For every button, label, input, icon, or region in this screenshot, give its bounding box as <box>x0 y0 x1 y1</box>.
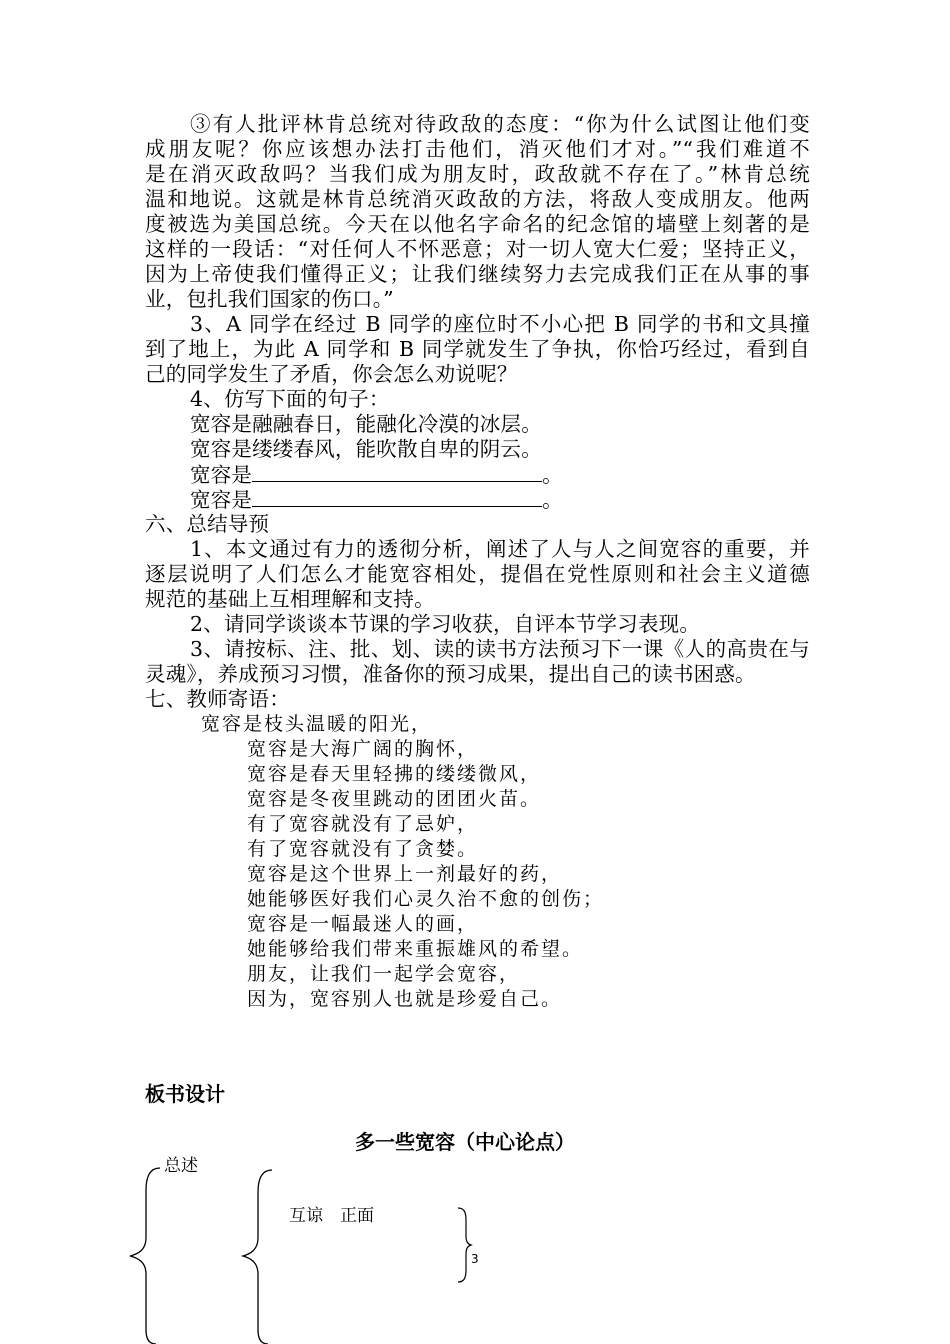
board-title: 板书设计 <box>145 1082 225 1106</box>
poem-line: 朋友，让我们一起学会宽容， <box>247 963 521 985</box>
text-line: 到了地上，为此 A 同学和 B 同学就发生了争执，你恰巧经过，看到自 <box>145 337 810 361</box>
question-title: 4、仿写下面的句子： <box>190 387 390 411</box>
section-title: 七、教师寄语： <box>145 687 290 711</box>
poem-line: 有了宽容就没有了贪婪。 <box>247 838 479 860</box>
text-line: 3、请按标、注、批、划、读的读书方法预习下一课《人的高贵在与 <box>190 637 810 661</box>
period: 。 <box>542 488 563 512</box>
board-center-title: 多一些宽容（中心论点） <box>355 1130 575 1154</box>
poem-line: 宽容是冬夜里跳动的团团火苗。 <box>247 788 542 810</box>
text-line: 温和地说。这就是林肯总统消灭政敌的方法，将敌人变成朋友。他两 <box>145 187 810 211</box>
example-sentence: 宽容是缕缕春风，能吹散自卑的阴云。 <box>190 437 542 461</box>
poem-line: 宽容是大海广阔的胸怀， <box>247 738 479 760</box>
right-brace <box>458 1208 471 1282</box>
blank-prefix: 宽容是 <box>190 488 253 512</box>
text-line: 度被选为美国总统。今天在以他名字命名的纪念馆的墙壁上刻著的是 <box>145 212 810 236</box>
blank-prefix: 宽容是 <box>190 463 253 487</box>
text-line: 是在消灭政敌吗？当我们成为朋友时，政敌就不存在了。”林肯总统 <box>145 162 810 186</box>
text-line: 因为上帝使我们懂得正义；让我们继续努力去完成我们正在从事的事 <box>145 262 810 286</box>
text-line: 成朋友呢？你应该想办法打击他们，消灭他们才对。”“我们难道不 <box>145 137 810 161</box>
text-line: 逐层说明了人们怎么才能宽容相处，提倡在党性原则和社会主义道德 <box>145 562 810 586</box>
text-line: 3、A 同学在经过 B 同学的座位时不小心把 B 同学的书和文具撞 <box>190 312 810 336</box>
poem-line: 她能够医好我们心灵久治不愈的创伤； <box>247 888 605 910</box>
poem-line: 宽容是枝头温暖的阳光， <box>201 713 433 735</box>
poem-line: 宽容是一幅最迷人的画， <box>247 913 479 935</box>
poem-line: 她能够给我们带来重振雄风的希望。 <box>247 938 584 960</box>
poem-line: 宽容是这个世界上一剂最好的药， <box>247 863 563 885</box>
text-line: 2、请同学谈谈本节课的学习收获，自评本节学习表现。 <box>190 612 701 636</box>
text-line: 灵魂》，养成预习习惯，准备你的预习成果，提出自己的读书困惑。 <box>145 662 756 686</box>
label-three: 3 <box>471 1252 479 1266</box>
poem-line: 宽容是春天里轻拂的缕缕微风， <box>247 763 542 785</box>
left-brace-outer <box>130 1168 160 1344</box>
left-brace-inner <box>243 1170 272 1344</box>
poem-line: 有了宽容就没有了忌妒， <box>247 813 479 835</box>
text-line: 己的同学发生了矛盾，你会怎么劝说呢？ <box>145 362 518 386</box>
text-line: 1、本文通过有力的透彻分析，阐述了人与人之间宽容的重要，并 <box>190 537 810 561</box>
section-title: 六、总结导预 <box>145 512 270 536</box>
text-line: 这样的一段话：“对任何人不怀恶意；对一切人宽大仁爱；坚持正义， <box>145 237 810 261</box>
poem-line: 因为，宽容别人也就是珍爱自己。 <box>247 988 563 1010</box>
text-line: 规范的基础上互相理解和支持。 <box>145 587 435 611</box>
label-mutual: 互谅 正面 <box>289 1206 374 1226</box>
period: 。 <box>542 463 563 487</box>
text-line: 业，包扎我们国家的伤口。” <box>145 287 394 311</box>
example-sentence: 宽容是融融春日，能融化冷漠的冰层。 <box>190 412 542 436</box>
text-line: ③有人批评林肯总统对待政敌的态度：“你为什么试图让他们变 <box>190 112 810 136</box>
label-overview: 总述 <box>164 1156 198 1176</box>
